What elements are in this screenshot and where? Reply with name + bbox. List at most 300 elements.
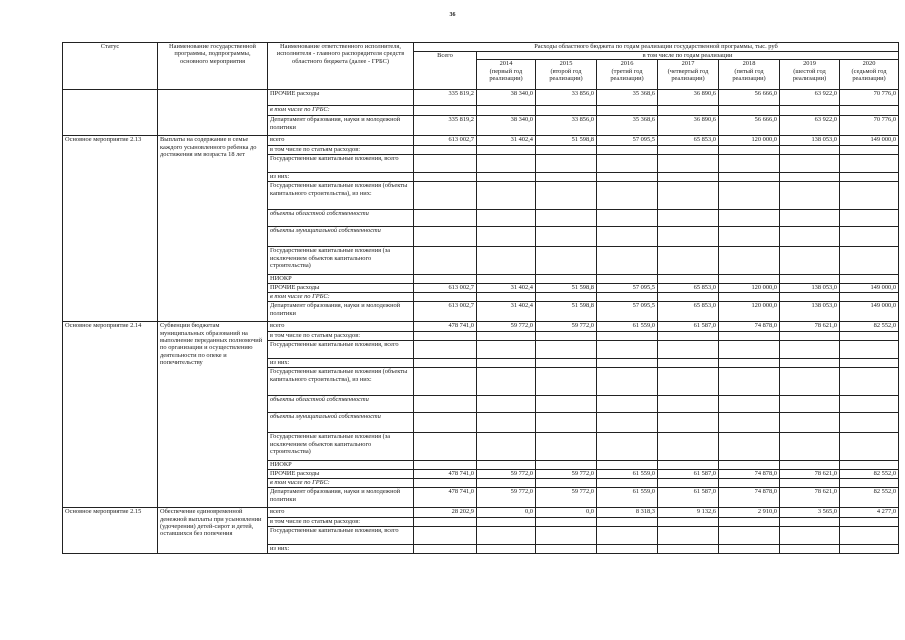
year-value-cell (597, 247, 658, 275)
year-value-cell: 57 095,5 (597, 284, 658, 293)
year-number: 2016 (620, 60, 634, 68)
year-value-cell (658, 210, 719, 227)
budget-table (62, 42, 899, 554)
year-value-cell (597, 146, 658, 155)
year-number: 2015 (559, 60, 573, 68)
year-value-cell (597, 396, 658, 413)
total-cell: 613 002,7 (414, 136, 477, 146)
year-value-cell: 74 878,0 (719, 470, 780, 479)
row-label: Государственные капитальные вложения, всего (268, 155, 414, 173)
year-value-cell (780, 461, 840, 470)
year-value-cell (477, 341, 536, 359)
program-name-cell: Обеспечение единовременной денежной выплаты при усыновлении (удочерении) детей-сирот и детей, оставшихся без попечения (158, 508, 268, 554)
year-value-cell: 36 890,6 (658, 116, 719, 136)
year-note: (шестой год реализации) (792, 67, 827, 83)
year-value-cell (477, 518, 536, 527)
year-value-cell (780, 155, 840, 173)
year-value-cell (840, 247, 899, 275)
year-value-cell (597, 341, 658, 359)
year-value-cell: 138 053,0 (780, 136, 840, 146)
row-label: объекты областной собственности (268, 396, 414, 413)
year-value-cell (840, 173, 899, 182)
year-value-cell: 31 402,4 (477, 302, 536, 322)
year-value-cell (597, 182, 658, 210)
year-value-cell (658, 396, 719, 413)
year-value-cell (477, 155, 536, 173)
year-value-cell (719, 479, 780, 488)
year-value-cell (658, 106, 719, 116)
year-value-cell (840, 155, 899, 173)
year-value-cell (719, 275, 780, 284)
year-value-cell: 65 853,0 (658, 136, 719, 146)
year-value-cell (477, 396, 536, 413)
year-value-cell (840, 368, 899, 396)
row-label: объекты областной собственности (268, 210, 414, 227)
year-value-cell: 36 890,6 (658, 90, 719, 106)
row-label: в том числе по статьям расходов: (268, 146, 414, 155)
year-value-cell: 138 053,0 (780, 302, 840, 322)
year-value-cell: 0,0 (477, 508, 536, 518)
year-value-cell (780, 247, 840, 275)
row-label: Государственные капитальные вложения (объекты капитального строительства), из них: (268, 368, 414, 396)
year-value-cell (840, 413, 899, 433)
year-value-cell (477, 227, 536, 247)
year-value-cell (477, 461, 536, 470)
row-label: Государственные капитальные вложения (за исключением объектов капитального строительства) (268, 433, 414, 461)
total-cell (414, 146, 477, 155)
year-number: 2019 (803, 60, 816, 68)
year-value-cell (658, 146, 719, 155)
total-cell (414, 396, 477, 413)
year-value-cell: 59 772,0 (536, 322, 597, 332)
year-note: (первый год реализации) (489, 67, 523, 83)
year-value-cell (536, 275, 597, 284)
year-value-cell (597, 479, 658, 488)
year-value-cell (780, 479, 840, 488)
year-header (780, 60, 840, 90)
year-value-cell (780, 527, 840, 545)
year-value-cell (719, 173, 780, 182)
row-label: объекты муниципальной собственности (268, 413, 414, 433)
year-value-cell (780, 227, 840, 247)
status-header: Статус (63, 43, 158, 90)
year-value-cell (536, 479, 597, 488)
table-row (63, 322, 899, 332)
total-cell (414, 341, 477, 359)
year-value-cell: 74 878,0 (719, 488, 780, 508)
year-value-cell: 35 368,6 (597, 90, 658, 106)
year-value-cell: 70 776,0 (840, 116, 899, 136)
year-value-cell (658, 155, 719, 173)
year-value-cell: 31 402,4 (477, 284, 536, 293)
year-value-cell: 59 772,0 (536, 488, 597, 508)
year-value-cell (477, 275, 536, 284)
year-value-cell: 38 340,0 (477, 116, 536, 136)
year-value-cell (477, 368, 536, 396)
year-value-cell (597, 461, 658, 470)
year-value-cell (658, 182, 719, 210)
year-value-cell: 59 772,0 (477, 488, 536, 508)
year-value-cell (658, 341, 719, 359)
year-value-cell (536, 332, 597, 341)
total-cell (414, 106, 477, 116)
year-value-cell: 35 368,6 (597, 116, 658, 136)
year-value-cell (477, 527, 536, 545)
year-value-cell (658, 518, 719, 527)
row-label: Государственные капитальные вложения (за исключением объектов капитального строительства) (268, 247, 414, 275)
year-value-cell (536, 293, 597, 302)
year-value-cell: 120 000,0 (719, 136, 780, 146)
total-cell (414, 479, 477, 488)
year-value-cell (840, 146, 899, 155)
year-value-cell (658, 275, 719, 284)
year-value-cell: 2 910,0 (719, 508, 780, 518)
year-value-cell (536, 545, 597, 554)
row-label: Государственные капитальные вложения, всего (268, 527, 414, 545)
program-name-cell: Субвенции бюджетам муниципальных образований на выполнение переданных полномочий по организации и осуществлению деятельности по опеке и попечительству (158, 322, 268, 508)
year-number: 2017 (681, 60, 695, 68)
year-value-cell (658, 479, 719, 488)
year-value-cell: 78 621,0 (780, 322, 840, 332)
year-header (536, 60, 597, 90)
year-header (658, 60, 719, 90)
year-note: (четвертый год реализации) (667, 67, 709, 83)
year-value-cell (719, 545, 780, 554)
total-cell: 478 741,0 (414, 488, 477, 508)
total-cell (414, 359, 477, 368)
year-value-cell (780, 545, 840, 554)
year-value-cell (719, 227, 780, 247)
year-value-cell: 149 000,0 (840, 302, 899, 322)
year-value-cell (719, 396, 780, 413)
year-value-cell: 61 587,0 (658, 470, 719, 479)
year-value-cell: 78 621,0 (780, 488, 840, 508)
year-value-cell: 4 277,0 (840, 508, 899, 518)
total-cell (414, 368, 477, 396)
year-value-cell (780, 173, 840, 182)
table-body (63, 90, 899, 554)
year-value-cell (477, 173, 536, 182)
row-label: ПРОЧИЕ расходы (268, 470, 414, 479)
year-value-cell (477, 293, 536, 302)
year-value-cell (658, 527, 719, 545)
year-value-cell (719, 461, 780, 470)
total-cell: 28 202,9 (414, 508, 477, 518)
total-cell (414, 293, 477, 302)
year-value-cell: 51 598,8 (536, 284, 597, 293)
year-value-cell (536, 155, 597, 173)
year-value-cell (536, 146, 597, 155)
year-value-cell (477, 106, 536, 116)
year-value-cell (780, 332, 840, 341)
year-value-cell (840, 106, 899, 116)
row-label: всего (268, 508, 414, 518)
year-value-cell (719, 527, 780, 545)
year-header (719, 60, 780, 90)
year-value-cell (840, 227, 899, 247)
row-label: всего (268, 136, 414, 146)
year-value-cell: 63 922,0 (780, 90, 840, 106)
year-value-cell (597, 173, 658, 182)
year-value-cell (477, 332, 536, 341)
year-number: 2014 (499, 60, 513, 68)
total-cell: 478 741,0 (414, 470, 477, 479)
year-value-cell (597, 433, 658, 461)
table-row (63, 136, 899, 146)
year-value-cell (719, 293, 780, 302)
year-value-cell (536, 173, 597, 182)
year-value-cell (597, 545, 658, 554)
year-value-cell (840, 210, 899, 227)
total-cell (414, 247, 477, 275)
row-label: в том числе по ГРБС: (268, 479, 414, 488)
year-value-cell (597, 155, 658, 173)
year-value-cell (840, 479, 899, 488)
header-row (63, 43, 899, 52)
year-note: (седьмой год реализации) (851, 67, 887, 83)
row-label: в том числе по статьям расходов: (268, 518, 414, 527)
year-value-cell (597, 413, 658, 433)
year-value-cell (536, 359, 597, 368)
year-value-cell (840, 545, 899, 554)
program-name-cell: Выплаты на содержание в семье каждого усыновленного ребенка до достижения им возраста 18 лет (158, 136, 268, 322)
year-value-cell: 56 666,0 (719, 116, 780, 136)
year-value-cell (719, 359, 780, 368)
year-value-cell (536, 182, 597, 210)
year-value-cell (719, 210, 780, 227)
program-name-cell (158, 90, 268, 136)
year-value-cell: 120 000,0 (719, 302, 780, 322)
year-value-cell (477, 247, 536, 275)
year-value-cell (658, 433, 719, 461)
year-value-cell: 0,0 (536, 508, 597, 518)
year-value-cell (536, 368, 597, 396)
row-label: объекты муниципальной собственности (268, 227, 414, 247)
year-value-cell (840, 359, 899, 368)
row-label: Государственные капитальные вложения, всего (268, 341, 414, 359)
year-value-cell: 33 856,0 (536, 90, 597, 106)
year-value-cell (597, 210, 658, 227)
year-value-cell (536, 210, 597, 227)
year-value-cell (840, 332, 899, 341)
year-value-cell (658, 545, 719, 554)
total-cell (414, 332, 477, 341)
total-cell: 613 002,7 (414, 284, 477, 293)
year-value-cell (597, 293, 658, 302)
row-label: всего (268, 322, 414, 332)
total-header: Всего (414, 52, 477, 90)
year-value-cell: 57 095,5 (597, 302, 658, 322)
year-value-cell: 38 340,0 (477, 90, 536, 106)
year-value-cell (597, 275, 658, 284)
year-value-cell (719, 368, 780, 396)
year-value-cell (536, 227, 597, 247)
total-cell (414, 518, 477, 527)
year-value-cell (840, 433, 899, 461)
year-value-cell (597, 227, 658, 247)
year-value-cell (597, 368, 658, 396)
year-value-cell (780, 396, 840, 413)
year-value-cell (536, 413, 597, 433)
including-header: в том числе по годам реализации (477, 52, 899, 60)
year-value-cell (840, 461, 899, 470)
status-cell: Основное мероприятие 2.15 (63, 508, 158, 554)
status-cell: Основное мероприятие 2.14 (63, 322, 158, 508)
year-value-cell: 78 621,0 (780, 470, 840, 479)
year-value-cell (597, 106, 658, 116)
total-cell (414, 275, 477, 284)
row-label: ПРОЧИЕ расходы (268, 284, 414, 293)
row-label: из них: (268, 359, 414, 368)
year-value-cell: 33 856,0 (536, 116, 597, 136)
year-note: (второй год реализации) (549, 67, 583, 83)
row-label: Департамент образования, науки и молодежной политики (268, 116, 414, 136)
year-value-cell (658, 293, 719, 302)
year-value-cell (840, 275, 899, 284)
year-value-cell: 8 318,3 (597, 508, 658, 518)
program-header: Наименование государственной программы, подпрограммы, основного мероприятия (158, 43, 268, 90)
row-label: ПРОЧИЕ расходы (268, 90, 414, 106)
year-value-cell (477, 359, 536, 368)
year-value-cell (840, 527, 899, 545)
year-value-cell (780, 413, 840, 433)
total-cell (414, 210, 477, 227)
year-value-cell (719, 182, 780, 210)
year-value-cell: 61 559,0 (597, 488, 658, 508)
year-value-cell (477, 479, 536, 488)
year-note: (третий год реализации) (610, 67, 644, 83)
year-value-cell (719, 341, 780, 359)
total-cell (414, 182, 477, 210)
year-number: 2018 (742, 60, 756, 68)
row-label: из них: (268, 173, 414, 182)
total-cell: 613 002,7 (414, 302, 477, 322)
expenses-header: Расходы областного бюджета по годам реализации государственной программы, тыс. руб (414, 43, 899, 52)
year-value-cell (780, 106, 840, 116)
year-value-cell (719, 106, 780, 116)
year-value-cell (477, 146, 536, 155)
year-value-cell: 61 559,0 (597, 322, 658, 332)
year-value-cell: 70 776,0 (840, 90, 899, 106)
year-value-cell: 138 053,0 (780, 284, 840, 293)
year-value-cell (840, 518, 899, 527)
year-value-cell: 61 587,0 (658, 322, 719, 332)
year-value-cell (780, 368, 840, 396)
row-label: из них: (268, 545, 414, 554)
year-value-cell (477, 433, 536, 461)
row-label: Государственные капитальные вложения (объекты капитального строительства), из них: (268, 182, 414, 210)
year-value-cell (536, 247, 597, 275)
year-note: (пятый год реализации) (732, 67, 766, 83)
year-value-cell: 149 000,0 (840, 284, 899, 293)
year-value-cell (536, 341, 597, 359)
year-value-cell: 56 666,0 (719, 90, 780, 106)
year-value-cell (597, 518, 658, 527)
total-cell (414, 413, 477, 433)
year-value-cell (658, 368, 719, 396)
year-value-cell (780, 433, 840, 461)
row-label: НИОКР (268, 275, 414, 284)
status-cell: Основное мероприятие 2.13 (63, 136, 158, 322)
year-value-cell (719, 247, 780, 275)
year-value-cell: 149 000,0 (840, 136, 899, 146)
total-cell (414, 545, 477, 554)
year-value-cell: 51 598,8 (536, 136, 597, 146)
table-row (63, 90, 899, 106)
year-value-cell: 63 922,0 (780, 116, 840, 136)
year-value-cell (536, 518, 597, 527)
total-cell: 335 819,2 (414, 90, 477, 106)
year-value-cell: 59 772,0 (477, 322, 536, 332)
year-value-cell (780, 182, 840, 210)
year-value-cell (658, 227, 719, 247)
total-cell (414, 155, 477, 173)
year-value-cell: 120 000,0 (719, 284, 780, 293)
year-value-cell (719, 155, 780, 173)
year-value-cell: 31 402,4 (477, 136, 536, 146)
year-value-cell (719, 413, 780, 433)
total-cell: 478 741,0 (414, 322, 477, 332)
year-value-cell (658, 413, 719, 433)
year-value-cell (840, 341, 899, 359)
year-value-cell (840, 182, 899, 210)
year-value-cell (658, 173, 719, 182)
year-value-cell (780, 210, 840, 227)
year-value-cell: 51 598,8 (536, 302, 597, 322)
year-value-cell: 3 565,0 (780, 508, 840, 518)
year-value-cell (658, 359, 719, 368)
total-cell (414, 173, 477, 182)
row-label: Департамент образования, науки и молодежной политики (268, 488, 414, 508)
year-value-cell: 74 878,0 (719, 322, 780, 332)
year-value-cell (719, 518, 780, 527)
year-value-cell (780, 146, 840, 155)
year-value-cell: 82 552,0 (840, 322, 899, 332)
total-cell (414, 527, 477, 545)
total-cell (414, 433, 477, 461)
year-value-cell (536, 527, 597, 545)
year-value-cell: 57 095,5 (597, 136, 658, 146)
row-label: в том числе по ГРБС: (268, 106, 414, 116)
total-cell: 335 819,2 (414, 116, 477, 136)
year-value-cell: 82 552,0 (840, 488, 899, 508)
executor-header: Наименование ответственного исполнителя, исполнителя - главного распорядителя средств областного бюджета (далее - ГРБС) (268, 43, 414, 90)
year-value-cell (477, 413, 536, 433)
year-value-cell (719, 146, 780, 155)
year-value-cell (780, 341, 840, 359)
year-value-cell (536, 461, 597, 470)
year-value-cell (477, 545, 536, 554)
row-label: в том числе по ГРБС: (268, 293, 414, 302)
year-value-cell (536, 433, 597, 461)
year-header (840, 60, 899, 90)
year-value-cell (477, 210, 536, 227)
year-value-cell (536, 106, 597, 116)
year-value-cell: 65 853,0 (658, 284, 719, 293)
year-value-cell (658, 332, 719, 341)
year-value-cell: 59 772,0 (477, 470, 536, 479)
row-label: НИОКР (268, 461, 414, 470)
total-cell (414, 227, 477, 247)
year-value-cell: 59 772,0 (536, 470, 597, 479)
year-number: 2020 (862, 60, 876, 68)
year-value-cell: 9 132,6 (658, 508, 719, 518)
year-value-cell (658, 247, 719, 275)
year-value-cell (840, 396, 899, 413)
status-cell (63, 90, 158, 136)
year-header (597, 60, 658, 90)
year-value-cell: 65 853,0 (658, 302, 719, 322)
